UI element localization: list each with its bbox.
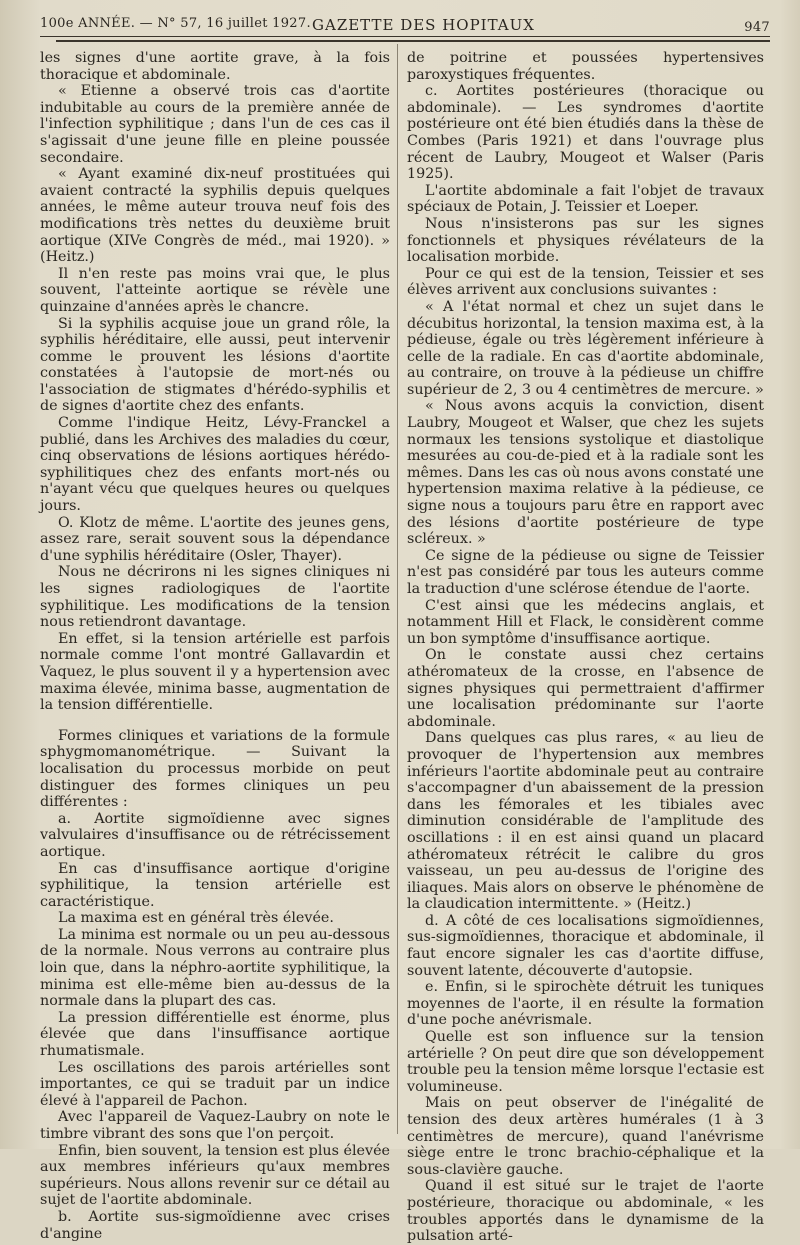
paragraph: c. Aortites postérieures (thoracique ou abdominale). — Les syndromes d'aortite postérieure ont été bien étudiés dans la thèse de Combes (Paris 1921) et dans l'ouvrage plus récent de Laubry, Mougeot et Walser (Paris 1925). (407, 83, 764, 183)
paragraph: Ce signe de la pédieuse ou signe de Teissier n'est pas considéré par tous les auteurs comme la traduction d'une sclérose étendue de l'aorte. (407, 547, 764, 597)
paragraph: de poitrine et poussées hypertensives paroxystiques fréquentes. (407, 50, 764, 83)
paragraph: On le constate aussi chez certains athéromateux de la crosse, en l'absence de signes physiques qui permettraient d'affirmer une localisation prédominante sur l'aorte abdominale. (407, 647, 764, 730)
paragraph: C'est ainsi que les médecins anglais, et notamment Hill et Flack, le considèrent comme un bon symptôme d'insuffisance aortique. (407, 597, 764, 647)
paragraph: Nous ne décrirons ni les signes cliniques ni les signes radiologiques de l'aortite syphilitique. Les modifications de la tension nous retiendront davantage. (40, 564, 390, 631)
paragraph: En effet, si la tension artérielle est parfois normale comme l'ont montré Gallavardin et Vaquez, le plus souvent il y a hypertension avec maxima élevée, minima basse, augmentation de la tension différentielle. (40, 630, 390, 714)
paragraph: b. Aortite sus-sigmoïdienne avec crises d'angine (40, 1208, 390, 1242)
paragraph: d. A côté de ces localisations sigmoïdiennes, sus-sigmoïdiennes, thoracique et abdominale, il faut encore signaler les cas d'aortite diffuse, souvent latente, découverte d'autopsie. (407, 912, 764, 979)
paragraph: « Nous avons acquis la conviction, disent Laubry, Mougeot et Walser, que chez les sujets normaux les tensions systolique et diastolique mesurées au cou-de-pied et à la radiale sont les mêmes. Dans les cas où nous avons constaté une hypertension maxima relative à la pédieuse, ce signe nous a toujours paru être en rapport avec des lésions d'aortite postérieure de type scléreux. » (407, 398, 764, 548)
paragraph: Enfin, bien souvent, la tension est plus élevée aux membres inférieurs qu'aux membres supérieurs. Nous allons revenir sur ce détail au sujet de l'aortite abdominale. (40, 1142, 390, 1209)
page-number: 947 (744, 20, 770, 35)
paragraph: Avec l'appareil de Vaquez-Laubry on note le timbre vibrant des sons que l'on perçoit. (40, 1109, 390, 1142)
paragraph: Quelle est son influence sur la tension artérielle ? On peut dire que son développement trouble peu la tension même lorsque l'ectasie est volumineuse. (407, 1029, 764, 1095)
paragraph: Nous n'insisterons pas sur les signes fonctionnels et physiques révélateurs de la localisation morbide. (407, 215, 764, 266)
paragraph: a. Aortite sigmoïdienne avec signes valvulaires d'insuffisance ou de rétrécissement aortique. (40, 810, 390, 860)
paragraph: La maxima est en général très élevée. (58, 910, 334, 927)
paragraph: En cas d'insuffisance aortique d'origine syphilitique, la tension artérielle est caractéristique. (40, 860, 390, 910)
paragraph: « Ayant examiné dix-neuf prostituées qui avaient contracté la syphilis depuis quelques années, le même auteur trouva neuf fois des modifications très nettes du deuxième bruit aortique (XIVe Congrès de méd., mai 1920). » (Heitz.) (40, 166, 390, 266)
paragraph: L'aortite abdominale a fait l'objet de travaux spéciaux de Potain, J. Teissier et Loeper. (407, 182, 764, 216)
paragraph: La pression différentielle est énorme, plus élevée que dans l'insuffisance aortique rhumatismale. (40, 1009, 390, 1060)
paragraph: Mais on peut observer de l'inégalité de tension des deux artères humérales (1 à 3 centimètres de mercure), quand l'anévrisme siège entre le tronc brachio-céphalique et la sous-clavière gauche. (407, 1095, 764, 1178)
paragraph: Quand il est situé sur le trajet de l'aorte postérieure, thoracique ou abdominale, « les troubles apportés dans le dynamisme de la pulsation arté- (407, 1178, 764, 1245)
paragraph: Comme l'indique Heitz, Lévy-Franckel a publié, dans les Archives des maladies du cœur, cinq observations de lésions aortiques hérédo-syphilitiques chez des enfants mort-nés ou n'ayant vécu que quelques heures ou quelques jours. (40, 415, 390, 515)
paragraph: Pour ce qui est de la tension, Teissier et ses élèves arrivent aux conclusions suivantes : (407, 265, 764, 299)
left-column (40, 50, 390, 1242)
paragraph: La minima est normale ou un peu au-dessous de la normale. Nous verrons au contraire plus loin que, dans la néphro-aortite syphilitique, la minima est elle-même bien au-dessus de la normale dans la plupart des cas. (40, 926, 390, 1010)
paragraph: Il n'en reste pas moins vrai que, le plus souvent, l'atteinte aortique se révèle une quinzaine d'années après le chancre. (40, 265, 390, 315)
issue-line: 100e ANNÉE. — N° 57, 16 juillet 1927. (40, 16, 311, 31)
column-divider (397, 44, 398, 1134)
paragraph: Dans quelques cas plus rares, « au lieu de provoquer de l'hypertension aux membres inférieurs l'aortite abdominale peut au contraire s'accompagner d'un abaissement de la pression dans les fémorales et les tibiales avec diminution considérable de l'amplitude des oscillations : il en est ainsi quand un placard athéromateux rétrécit le calibre du gros vaisseau, un peu au-dessus de l'origine des iliaques. Mais alors on observe le phénomène de la claudication intermittente. » (Heitz.) (407, 730, 764, 913)
paragraph: Les oscillations des parois artérielles sont importantes, ce qui se traduit par un indice élevé à l'appareil de Pachon. (40, 1059, 390, 1109)
paragraph: Si la syphilis acquise joue un grand rôle, la syphilis héréditaire, elle aussi, peut intervenir comme le prouvent les lésions d'aortite constatées à l'autopsie de mort-nés ou l'association de stigmates d'hérédo-syphilis et de signes d'aortite chez des enfants. (40, 315, 390, 415)
paragraph: « A l'état normal et chez un sujet dans le décubitus horizontal, la tension maxima est, à la pédieuse, égale ou très légèrement inférieure à celle de la radiale. En cas d'aortite abdominale, au contraire, on trouve à la pédieuse un chiffre supérieur de 2, 3 ou 4 centimètres de mercure. » (407, 298, 764, 398)
paragraph: e. Enfin, si le spirochète détruit les tuniques moyennes de l'aorte, il en résulte la formation d'une poche anévrismale. (407, 979, 764, 1029)
header-rule-thick (56, 40, 770, 42)
section-heading: Formes cliniques et variations de la formule sphygmomanométrique. — Suivant la localisation du processus morbide on peut distinguer des formes cliniques un peu différentes : (40, 727, 390, 811)
paragraph: les signes d'une aortite grave, à la fois thoracique et abdominale. (40, 50, 390, 83)
right-column (407, 50, 764, 1245)
journal-title: GAZETTE DES HOPITAUX (312, 16, 535, 34)
header-rule (40, 36, 770, 37)
paragraph: O. Klotz de même. L'aortite des jeunes gens, assez rare, serait souvent sous la dépendance d'une syphilis héréditaire (Osler, Thayer). (40, 514, 390, 564)
paragraph: « Etienne a observé trois cas d'aortite indubitable au cours de la première année de l'infection syphilitique ; dans l'un de ces cas il s'agissait d'une jeune fille en pleine poussée secondaire. (40, 83, 390, 166)
page-header (40, 14, 770, 36)
